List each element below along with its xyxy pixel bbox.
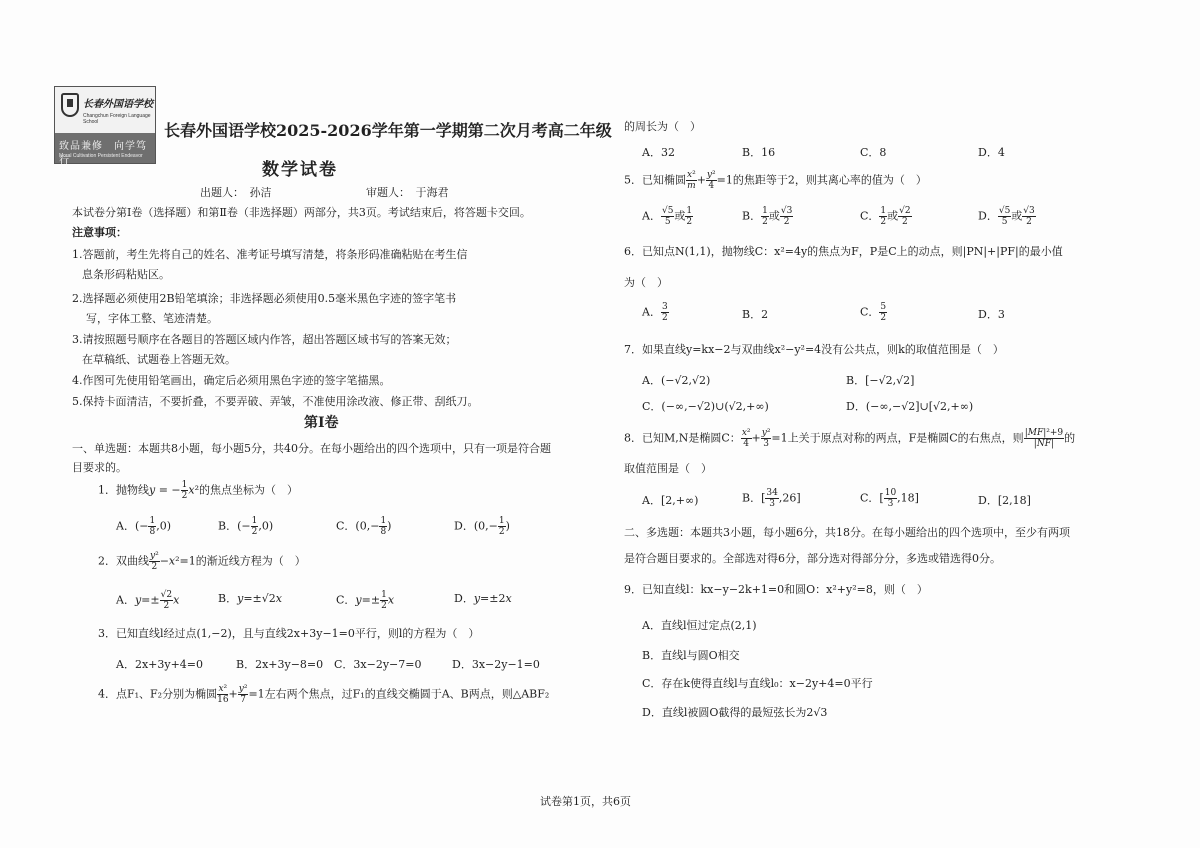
option-b: B．[−√2,√2]	[846, 374, 915, 387]
question-5: 5．已知椭圆 $\frac{\text{x²}}{m}$ + $\frac{\text{y²}}{4}$ =1的焦距等于2，则其离心率的值为（ ）	[624, 170, 927, 191]
reviewer: 审题人： 于海君	[366, 186, 449, 199]
option-d: D．(0,− $\frac{1}{2}$ )	[454, 516, 510, 537]
notice-line: 写，字体工整、笔迹清楚。	[86, 312, 218, 325]
option-a: A．y=± $\frac{√2}{2}$ x	[116, 590, 180, 611]
option-d: D．(−∞,−√2]∪[√2,+∞)	[846, 400, 974, 413]
option-a: A．(− $\frac{1}{8}$ ,0)	[116, 516, 171, 537]
option-c: C． $\frac{1}{2}$ 或 $\frac{√2}{2}$	[860, 206, 911, 227]
exam-title: 长春外国语学校2025-2026学年第一学期第二次月考高二年级	[164, 121, 612, 140]
notice-line: 息条形码粘贴区。	[82, 268, 170, 281]
option-a: A．(−√2,√2)	[642, 374, 711, 387]
question-4-cont: 的周长为（ ）	[624, 120, 701, 133]
section-title: 第Ⅰ卷	[304, 415, 339, 431]
school-crest-icon	[61, 93, 79, 117]
question-6: 6．已知点N(1,1)，抛物线C：x²=4y的焦点为F，P是C上的动点，则|PN|+|PF|的最小值	[624, 245, 1063, 258]
question-8-cont: 取值范围是（ ）	[624, 462, 712, 475]
option-b: B．y=±√2x	[218, 592, 282, 605]
option-b: B．2x+3y−8=0	[236, 658, 324, 671]
logo-chinese-name: 长春外国语学校	[83, 99, 153, 110]
part1-desc: 一、单选题：本题共8小题，每小题5分，共40分。在每小题给出的四个选项中，只有一项是符合题	[72, 442, 551, 455]
notice-line: 4.作图可先使用铅笔画出，确定后必须用黑色字迹的签字笔描黑。	[72, 374, 391, 387]
option-c: C．y=± $\frac{1}{2}$ x	[336, 590, 395, 611]
logo-motto-en: Moral Cultivation Persistent Endeavor	[59, 153, 143, 159]
option-a: A．直线l恒过定点(2,1)	[642, 619, 757, 632]
option-d: D．3	[978, 308, 1005, 321]
question-2: 2．双曲线 $\frac{\text{y²}}{2}$ −x²=1的渐近线方程为（ ）	[98, 551, 306, 572]
question-9: 9．已知直线l：kx−y−2k+1=0和圆O：x²+y²=8，则（ ）	[624, 583, 928, 596]
option-c: C．3x−2y−7=0	[334, 658, 422, 671]
option-b: B．直线l与圆O相交	[642, 649, 740, 662]
part2-desc: 二、多选题：本题共3小题，每小题6分，共18分。在每小题给出的四个选项中，至少有两项	[624, 526, 1070, 539]
option-a: A．[2,+∞)	[642, 494, 699, 507]
notice-title: 注意事项：	[72, 226, 127, 239]
notice-line: 在草稿纸、试题卷上答题无效。	[82, 353, 236, 366]
option-b: B．2	[742, 308, 769, 321]
option-d: D．3x−2y−1=0	[452, 658, 540, 671]
notice-line: 2.选择题必须使用2B铅笔填涂；非选择题必须使用0.5毫米黑色字迹的签字笔书	[72, 292, 457, 305]
option-c: C．8	[860, 146, 887, 159]
page-footer: 试卷第1页，共6页	[540, 795, 631, 808]
option-b: B．16	[742, 146, 776, 159]
school-logo	[54, 86, 156, 167]
question-3: 3．已知直线l经过点(1,−2)，且与直线2x+3y−1=0平行，则l的方程为（ ）	[98, 627, 480, 640]
question-4: 4．点F₁、F₂分别为椭圆 $\frac{\text{x²}}{16}$ + $\frac{\text{y²}}{7}$ =1左右两个焦点，过F₁的直线交椭圆于A、B两点，则△ABF₂	[98, 684, 550, 705]
option-b: B．[ $\frac{34}{3}$ ,26]	[742, 488, 801, 509]
question-1: 1．抛物线y = − $\frac{1}{2}$ x²的焦点坐标为（ ）	[98, 480, 299, 501]
notice-line: 1.答题前，考生先将自己的姓名、准考证号填写清楚，将条形码准确粘贴在考生信	[72, 248, 468, 261]
logo-motto: 致品兼修 向学笃行	[59, 141, 147, 167]
exam-subtitle: 数学试卷	[262, 160, 338, 180]
notice-line: 5.保持卡面清洁，不要折叠，不要弄破、弄皱，不准使用涂改液、修正带、刮纸刀。	[72, 395, 479, 408]
question-6-cont: 为（ ）	[624, 276, 668, 289]
option-a: A． $\frac{3}{2}$	[642, 302, 668, 323]
option-d: D．[2,18]	[978, 494, 1031, 507]
option-c: C．(0,− $\frac{1}{8}$ )	[336, 516, 392, 537]
option-b: B． $\frac{1}{2}$ 或 $\frac{√3}{2}$	[742, 206, 793, 227]
option-a: A． $\frac{√5}{5}$ 或 $\frac{1}{2}$	[642, 206, 693, 227]
option-a: A．32	[642, 146, 675, 159]
intro-text: 本试卷分第Ⅰ卷（选择题）和第Ⅱ卷（非选择题）两部分，共3页。考试结束后，将答题卡交回。	[72, 206, 531, 219]
option-d: D． $\frac{√5}{5}$ 或 $\frac{√3}{2}$	[978, 206, 1035, 227]
part1-desc: 目要求的。	[72, 461, 127, 474]
option-d: D．y=±2x	[454, 592, 512, 605]
option-c: C．(−∞,−√2)∪(√2,+∞)	[642, 400, 769, 413]
notice-line: 3.请按照题号顺序在各题目的答题区域内作答，超出答题区域书写的答案无效；	[72, 333, 457, 346]
question-7: 7．如果直线y=kx−2与双曲线x²−y²=4没有公共点，则k的取值范围是（ ）	[624, 343, 1004, 356]
option-c: C．存在k使得直线l与直线l₀：x−2y+4=0平行	[642, 677, 873, 690]
option-c: C． $\frac{5}{2}$	[860, 302, 887, 323]
question-8: 8．已知M,N是椭圆C： $\frac{\text{x²}}{4}$ + $\frac{\text{y²}}{3}$ =1上关于原点对称的两点，F是椭圆C的右焦点，则 $\frac{\text{|MF|²+9}}{|NF|}$ 的	[624, 428, 1076, 449]
option-b: B．(− $\frac{1}{2}$ ,0)	[218, 516, 274, 537]
option-d: D．4	[978, 146, 1005, 159]
option-c: C．[ $\frac{10}{3}$ ,18]	[860, 488, 919, 509]
option-a: A．2x+3y+4=0	[116, 658, 204, 671]
author: 出题人： 孙洁	[200, 186, 272, 199]
part2-desc: 是符合题目要求的。全部选对得6分，部分选对得部分分，多选或错选得0分。	[624, 552, 1001, 565]
logo-english-name: Changchun Foreign Language School	[83, 113, 151, 125]
option-d: D．直线l被圆O截得的最短弦长为2√3	[642, 706, 828, 719]
